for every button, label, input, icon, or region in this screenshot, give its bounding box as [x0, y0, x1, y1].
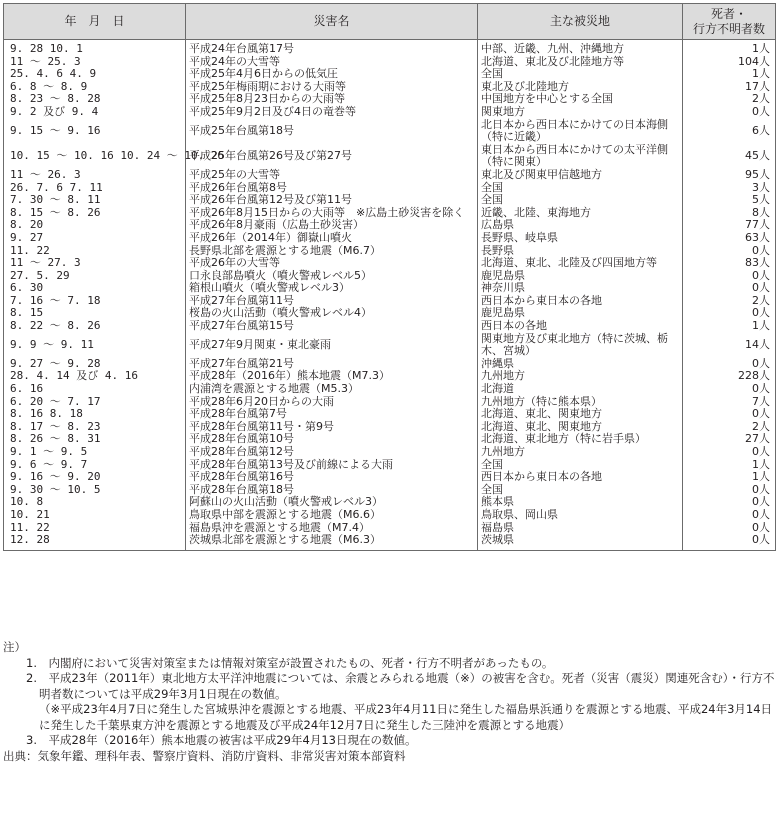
casualties-cell: 3人 — [683, 182, 776, 195]
affected-area-cell: 東日本から西日本にかけての太平洋側（特に関東） — [478, 144, 683, 169]
disaster-name-cell: 平成27年台風第15号 — [186, 320, 478, 333]
disaster-name-cell: 平成26年8月15日からの大雨等 ※広島土砂災害を除く — [186, 207, 478, 220]
date-cell: 10. 8 — [4, 496, 186, 509]
affected-area-cell: 九州地方（特に熊本県） — [478, 396, 683, 409]
casualties-cell: 0人 — [683, 270, 776, 283]
casualties-cell: 14人 — [683, 333, 776, 358]
table-row — [4, 320, 776, 333]
date-cell: 11. 22 — [4, 522, 186, 535]
disaster-name-cell: 平成27年台風第21号 — [186, 358, 478, 371]
disaster-name-cell: 平成26年の大雪等 — [186, 257, 478, 270]
date-cell: 8. 20 — [4, 219, 186, 232]
table-row — [4, 421, 776, 434]
table-row — [4, 219, 776, 232]
note-2: 2. 平成23年（2011年）東北地方太平洋沖地震については、余震とみられる地震（※）の被害を含む。死者（災害（震災）関連死含む）・行方不明者数については平成29年3月1日現在の数値。 — [26, 671, 775, 701]
casualties-cell: 1人 — [683, 68, 776, 81]
disaster-name-cell: 平成25年9月2日及び4日の竜巻等 — [186, 106, 478, 119]
disaster-name-cell: 平成28年台風第18号 — [186, 484, 478, 497]
casualties-cell: 2人 — [683, 93, 776, 106]
table-row — [4, 333, 776, 358]
disaster-name-cell: 平成28年台風第10号 — [186, 433, 478, 446]
date-cell: 8. 22 ～ 8. 26 — [4, 320, 186, 333]
affected-area-cell: 東北及び関東甲信越地方 — [478, 169, 683, 182]
casualties-cell: 0人 — [683, 446, 776, 459]
disaster-name-cell: 平成28年台風第12号 — [186, 446, 478, 459]
notes-section — [3, 640, 775, 764]
disaster-name-cell: 福島県沖を震源とする地震（M7.4） — [186, 522, 478, 535]
table-row — [4, 194, 776, 207]
disaster-name-cell: 平成28年台風第7号 — [186, 408, 478, 421]
disaster-name-cell: 平成25年の大雪等 — [186, 169, 478, 182]
date-cell: 6. 8 ～ 8. 9 — [4, 81, 186, 94]
affected-area-cell: 九州地方 — [478, 370, 683, 383]
date-cell: 26. 7. 6 7. 11 — [4, 182, 186, 195]
casualties-cell: 0人 — [683, 106, 776, 119]
date-cell: 11 ～ 25. 3 — [4, 56, 186, 69]
affected-area-cell: 全国 — [478, 459, 683, 472]
disaster-name-cell: 桜島の火山活動（噴火警戒レベル4） — [186, 307, 478, 320]
date-cell: 8. 26 ～ 8. 31 — [4, 433, 186, 446]
disaster-name-cell: 平成26年台風第12号及び第11号 — [186, 194, 478, 207]
table-row — [4, 307, 776, 320]
table-row — [4, 40, 776, 56]
disaster-name-cell: 鳥取県中部を震源とする地震（M6.6） — [186, 509, 478, 522]
casualties-cell: 77人 — [683, 219, 776, 232]
disaster-name-cell: 平成25年4月6日からの低気圧 — [186, 68, 478, 81]
disaster-name-cell: 平成25年台風第26号及び第27号 — [186, 144, 478, 169]
casualties-cell: 1人 — [683, 40, 776, 56]
affected-area-cell: 北海道 — [478, 383, 683, 396]
table-row — [4, 257, 776, 270]
affected-area-cell: 熊本県 — [478, 496, 683, 509]
table-row — [4, 484, 776, 497]
affected-area-cell: 関東地方及び東北地方（特に茨城、栃木、宮城） — [478, 333, 683, 358]
disaster-name-cell: 茨城県北部を震源とする地震（M6.3） — [186, 534, 478, 550]
disaster-name-cell: 内浦湾を震源とする地震（M5.3） — [186, 383, 478, 396]
disaster-table — [3, 3, 776, 551]
casualties-cell: 45人 — [683, 144, 776, 169]
disaster-name-cell: 平成26年台風第8号 — [186, 182, 478, 195]
disaster-name-cell: 平成26年（2014年）御嶽山噴火 — [186, 232, 478, 245]
affected-area-cell: 神奈川県 — [478, 282, 683, 295]
affected-area-cell: 西日本から東日本の各地 — [478, 295, 683, 308]
casualties-cell: 0人 — [683, 496, 776, 509]
date-cell: 25. 4. 6 4. 9 — [4, 68, 186, 81]
date-cell: 9. 27 ～ 9. 28 — [4, 358, 186, 371]
affected-area-cell: 沖縄県 — [478, 358, 683, 371]
date-cell: 9. 15 ～ 9. 16 — [4, 119, 186, 144]
disaster-name-cell: 阿蘇山の火山活動（噴火警戒レベル3） — [186, 496, 478, 509]
casualties-cell: 27人 — [683, 433, 776, 446]
casualties-cell: 0人 — [683, 522, 776, 535]
table-row — [4, 396, 776, 409]
disaster-name-cell: 平成24年の大雪等 — [186, 56, 478, 69]
casualties-cell: 0人 — [683, 408, 776, 421]
disaster-name-cell: 平成25年8月23日からの大雨等 — [186, 93, 478, 106]
date-cell: 9. 27 — [4, 232, 186, 245]
table-row — [4, 68, 776, 81]
header-date: 年 月 日 — [4, 4, 186, 40]
affected-area-cell: 西日本の各地 — [478, 320, 683, 333]
affected-area-cell: 長野県 — [478, 245, 683, 258]
table-row — [4, 370, 776, 383]
affected-area-cell: 茨城県 — [478, 534, 683, 550]
casualties-cell: 228人 — [683, 370, 776, 383]
affected-area-cell: 中部、近畿、九州、沖縄地方 — [478, 40, 683, 56]
affected-area-cell: 福島県 — [478, 522, 683, 535]
date-cell: 8. 23 ～ 8. 28 — [4, 93, 186, 106]
disaster-name-cell: 長野県北部を震源とする地震（M6.7） — [186, 245, 478, 258]
casualties-cell: 5人 — [683, 194, 776, 207]
affected-area-cell: 北海道、東北及び北陸地方等 — [478, 56, 683, 69]
disaster-name-cell: 口永良部島噴火（噴火警戒レベル5） — [186, 270, 478, 283]
table-row — [4, 509, 776, 522]
date-cell: 9. 2 及び 9. 4 — [4, 106, 186, 119]
table-row — [4, 295, 776, 308]
casualties-cell: 2人 — [683, 421, 776, 434]
casualties-cell: 0人 — [683, 307, 776, 320]
date-cell: 8. 17 ～ 8. 23 — [4, 421, 186, 434]
affected-area-cell: 北海道、東北地方（特に岩手県） — [478, 433, 683, 446]
casualties-cell: 0人 — [683, 484, 776, 497]
table-row — [4, 282, 776, 295]
table-row — [4, 106, 776, 119]
date-cell: 9. 9 ～ 9. 11 — [4, 333, 186, 358]
disaster-name-cell: 平成25年梅雨期における大雨等 — [186, 81, 478, 94]
affected-area-cell: 鹿児島県 — [478, 307, 683, 320]
header-disaster-name: 災害名 — [186, 4, 478, 40]
date-cell: 9. 16 ～ 9. 20 — [4, 471, 186, 484]
notes-label: 注） — [3, 640, 26, 654]
affected-area-cell: 全国 — [478, 484, 683, 497]
casualties-cell: 104人 — [683, 56, 776, 69]
casualties-cell: 0人 — [683, 358, 776, 371]
table-row — [4, 56, 776, 69]
date-cell: 8. 15 — [4, 307, 186, 320]
table-row — [4, 119, 776, 144]
disaster-name-cell: 平成28年台風第11号・第9号 — [186, 421, 478, 434]
affected-area-cell: 西日本から東日本の各地 — [478, 471, 683, 484]
date-cell: 11 ～ 27. 3 — [4, 257, 186, 270]
casualties-cell: 6人 — [683, 119, 776, 144]
casualties-cell: 8人 — [683, 207, 776, 220]
casualties-cell: 63人 — [683, 232, 776, 245]
source-line: 出典：気象年鑑、理科年表、警察庁資料、消防庁資料、非常災害対策本部資料 — [3, 748, 406, 763]
table-row — [4, 446, 776, 459]
casualties-cell: 95人 — [683, 169, 776, 182]
date-cell: 9. 1 ～ 9. 5 — [4, 446, 186, 459]
affected-area-cell: 全国 — [478, 68, 683, 81]
date-cell: 28. 4. 14 及び 4. 16 — [4, 370, 186, 383]
table-row — [4, 144, 776, 169]
table-row — [4, 93, 776, 106]
affected-area-cell: 全国 — [478, 182, 683, 195]
table-row — [4, 433, 776, 446]
table-row — [4, 207, 776, 220]
disaster-name-cell: 平成24年台風第17号 — [186, 40, 478, 56]
disaster-name-cell: 平成28年台風第13号及び前線による大雨 — [186, 459, 478, 472]
affected-area-cell: 関東地方 — [478, 106, 683, 119]
affected-area-cell: 鹿児島県 — [478, 270, 683, 283]
affected-area-cell: 長野県、岐阜県 — [478, 232, 683, 245]
table-row — [4, 408, 776, 421]
header-casualties — [683, 4, 776, 40]
table-row — [4, 522, 776, 535]
disaster-name-cell: 平成26年8月豪雨（広島土砂災害） — [186, 219, 478, 232]
disaster-name-cell: 平成27年台風第11号 — [186, 295, 478, 308]
affected-area-cell: 近畿、北陸、東海地方 — [478, 207, 683, 220]
table-row — [4, 245, 776, 258]
casualties-cell: 0人 — [683, 282, 776, 295]
date-cell: 10. 21 — [4, 509, 186, 522]
casualties-cell: 0人 — [683, 383, 776, 396]
date-cell: 6. 16 — [4, 383, 186, 396]
date-cell: 6. 30 — [4, 282, 186, 295]
table-row — [4, 270, 776, 283]
casualties-cell: 1人 — [683, 471, 776, 484]
table-row — [4, 534, 776, 550]
affected-area-cell: 東北及び北陸地方 — [478, 81, 683, 94]
affected-area-cell: 北海道、東北、北陸及び四国地方等 — [478, 257, 683, 270]
table-header-row — [4, 4, 776, 40]
date-cell: 10. 15 ～ 10. 16 10. 24 ～ 10. 26 — [4, 144, 186, 169]
casualties-cell: 1人 — [683, 459, 776, 472]
disaster-name-cell: 平成28年6月20日からの大雨 — [186, 396, 478, 409]
casualties-cell: 17人 — [683, 81, 776, 94]
note-3: 3. 平成28年（2016年）熊本地震の被害は平成29年4月13日現在の数値。 — [26, 733, 417, 747]
affected-area-cell: 広島県 — [478, 219, 683, 232]
date-cell: 11. 22 — [4, 245, 186, 258]
date-cell: 9. 30 ～ 10. 5 — [4, 484, 186, 497]
note-1: 1. 内閣府において災害対策室または情報対策室が設置されたもの、死者・行方不明者があったもの。 — [26, 655, 554, 670]
note-2-detail: （※平成23年4月7日に発生した宮城県沖を震源とする地震、平成23年4月11日に発生した福島県浜通りを震源とする地震、平成24年3月14日に発生した千葉県東方沖を震源とする地震及び平成24年12月7日に発生した三陸沖を震源とする地震） — [39, 702, 773, 732]
casualties-cell: 83人 — [683, 257, 776, 270]
date-cell: 8. 15 ～ 8. 26 — [4, 207, 186, 220]
affected-area-cell: 全国 — [478, 194, 683, 207]
date-cell: 8. 16 8. 18 — [4, 408, 186, 421]
table-row — [4, 169, 776, 182]
disaster-name-cell: 箱根山噴火（噴火警戒レベル3） — [186, 282, 478, 295]
affected-area-cell: 鳥取県、岡山県 — [478, 509, 683, 522]
casualties-cell: 1人 — [683, 320, 776, 333]
table-row — [4, 383, 776, 396]
affected-area-cell: 北海道、東北、関東地方 — [478, 421, 683, 434]
date-cell: 7. 16 ～ 7. 18 — [4, 295, 186, 308]
disaster-name-cell: 平成27年9月関東・東北豪雨 — [186, 333, 478, 358]
affected-area-cell: 中国地方を中心とする全国 — [478, 93, 683, 106]
date-cell: 11 ～ 26. 3 — [4, 169, 186, 182]
header-casualties-line1: 死者・ — [710, 6, 747, 21]
casualties-cell: 0人 — [683, 509, 776, 522]
casualties-cell: 0人 — [683, 245, 776, 258]
date-cell: 12. 28 — [4, 534, 186, 550]
casualties-cell: 7人 — [683, 396, 776, 409]
date-cell: 7. 30 ～ 8. 11 — [4, 194, 186, 207]
affected-area-cell: 九州地方 — [478, 446, 683, 459]
header-affected-area: 主な被災地 — [478, 4, 683, 40]
casualties-cell: 0人 — [683, 534, 776, 550]
casualties-cell: 2人 — [683, 295, 776, 308]
date-cell: 9. 6 ～ 9. 7 — [4, 459, 186, 472]
table-row — [4, 81, 776, 94]
table-row — [4, 182, 776, 195]
table-row — [4, 459, 776, 472]
affected-area-cell: 北海道、東北、関東地方 — [478, 408, 683, 421]
date-cell: 6. 20 ～ 7. 17 — [4, 396, 186, 409]
table-row — [4, 471, 776, 484]
table-row — [4, 496, 776, 509]
date-cell: 27. 5. 29 — [4, 270, 186, 283]
header-casualties-line2: 行方不明者数 — [692, 21, 765, 36]
disaster-name-cell: 平成25年台風第18号 — [186, 119, 478, 144]
table-body — [4, 40, 776, 551]
disaster-name-cell: 平成28年台風第16号 — [186, 471, 478, 484]
disaster-name-cell: 平成28年（2016年）熊本地震（M7.3） — [186, 370, 478, 383]
date-cell: 9. 28 10. 1 — [4, 40, 186, 56]
affected-area-cell: 北日本から西日本にかけての日本海側（特に近畿） — [478, 119, 683, 144]
table-row — [4, 232, 776, 245]
